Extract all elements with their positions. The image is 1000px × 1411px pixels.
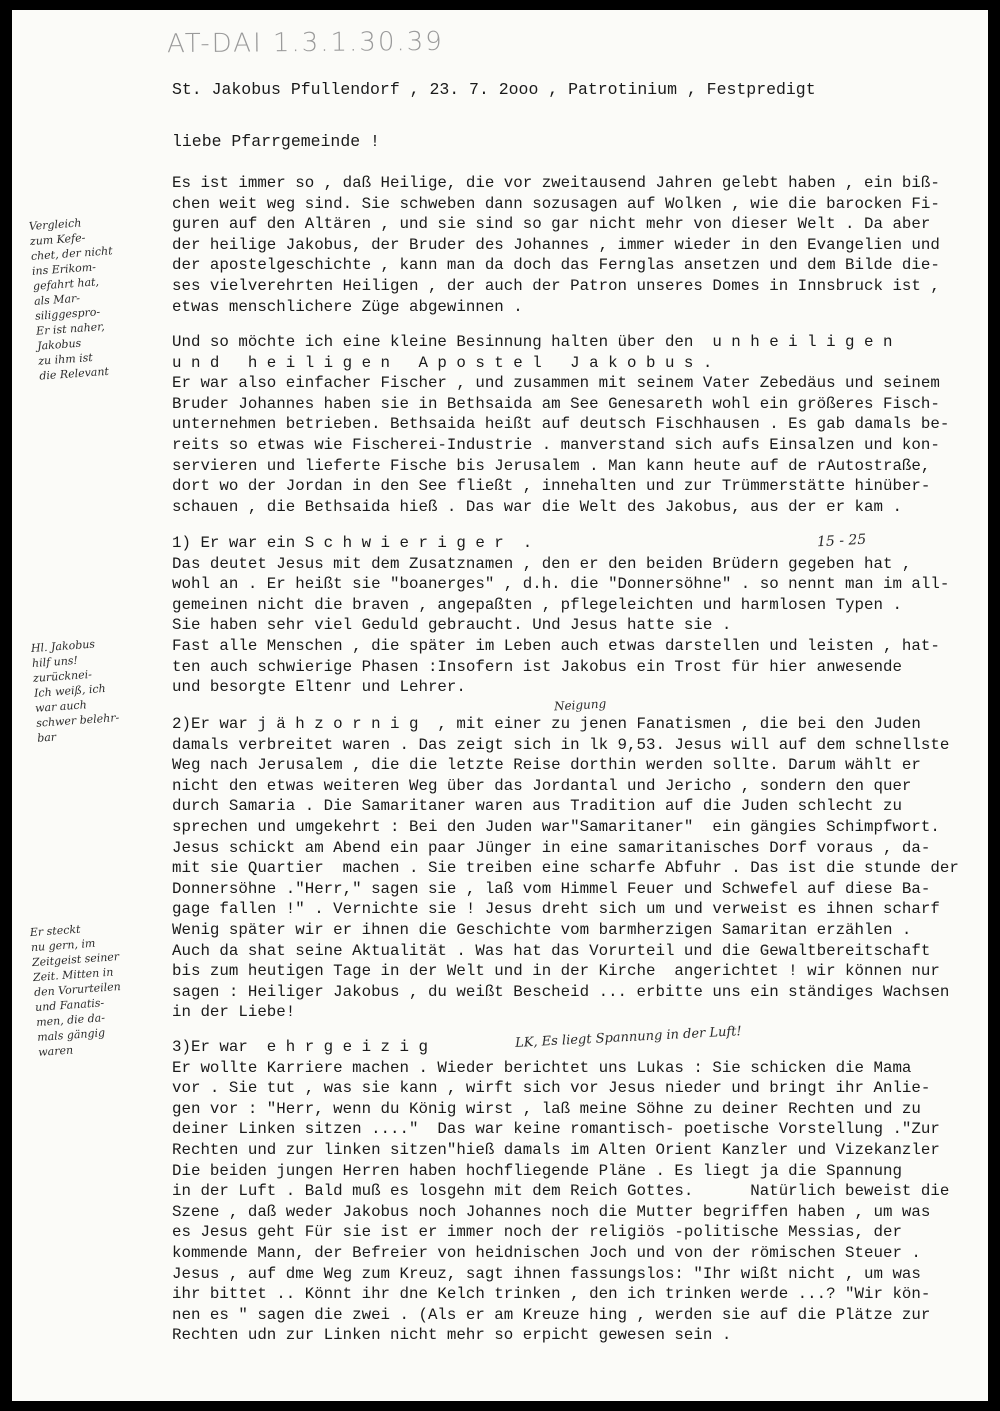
- document-header: St. Jakobus Pfullendorf , 23. 7. 2ooo , Patrotinium , Festpredigt: [172, 80, 816, 99]
- margin-note-comparison: Vergleich zum Kefe- chet, der nicht ins Erikom- gefahrt hat, als Mar- siliggespro- Er ist naher, Jakobus zu ihm ist die Relevant: [28, 216, 113, 383]
- archive-signature: AT-DAI 1.3.1.30.39: [166, 26, 444, 60]
- paragraph-intro: Es ist immer so , daß Heilige, die vor zweitausend Jahren gelebt haben , ein biß- chen weit weg sind. Sie schweben dann sozusagen auf Wolken , wie die barocken Fi- guren auf den Altären , und sie sind so gar nicht mehr von dieser Welt . Da aber der heilige Jakobus, der Bruder des Johannes , immer wieder in den Evangelien und der apostelgeschichte , kann man da doch das Fernglas ansetzen und dem Bilde die- ses vielverehrten Heiligen , der auch der Patron unseres Domes in Innsbruck ist , etwas menschlichere Züge abgewinnen .: [172, 174, 940, 316]
- handwritten-note-neigung: Neigung: [553, 696, 607, 714]
- handwritten-note-lk: LK, Es liegt Spannung in der Luft!: [514, 1024, 743, 1051]
- salutation: liebe Pfarrgemeinde !: [172, 132, 380, 151]
- document-page: [12, 10, 988, 1401]
- paragraph-ambitious: 3)Er war e h r g e i z i g Er wollte Karriere machen . Wieder berichtet uns Lukas : Sie schicken die Mama vor . Sie tut , was sie kann , wirft sich vor Jesus nieder und bringt ihr Anlie- gen vor : "Herr, wenn du König wirst , laß meine Söhne zu deiner Rechten und zu deiner Linken sitzen ...." Das war keine romantisch- poetische Vorstellung ."Zur Rechten und zur linken sitzen"hieß damals im Alten Orient Kanzler und Vizekanzler Die beiden jungen Herren haben hochfliegende Pläne . Es liegt ja die Spannung in der Luft . Bald muß es losgehn mit dem Reich Gottes. Natürlich beweist die Szene , daß weder Jakobus noch Johannes noch die Mutter begriffen haben , um was es Jesus geht Für sie ist er immer noch der religiös -politische Messias, der kommende Mann, der Befreier von heidnischen Joch und von der römischen Steuer . Jesus , auf dme Weg zum Kreuz, sagt ihnen fassungslos: "Ihr wißt nicht , um was ihr bittet .. Könnt ihr dne Kelch trinken , den ich trinken werde ...? "Wir kön- nen es " sagen die zwei . (Als er am Kreuze hing , werden sie auf die Plätze zur Rechten udn zur Linken nicht mehr so erpicht gewesen sein .: [172, 1038, 950, 1345]
- paragraph-hottempered: 2)Er war j ä h z o r n i g , mit einer zu jenen Fanatismen , die bei den Juden damals verbreitet waren . Das zeigt sich in lk 9,53. Jesus will auf dem schnellste Weg nach Jerusalem , die die letzte Reise dorthin werden sollte. Darum wählt er nicht den etwas weiteren Weg über das Jordantal und Jericho , sondern den quer durch Samaria . Die Samaritaner waren aus Tradition auf die Juden schlecht zu sprechen und umgekehrt : Bei den Juden war"Samaritaner" ein gängies Schimpfwort. Jesus schickt am Abend ein paar Jünger in eine samaritanisches Dorf voraus , da- mit sie Quartier machen . Sie treiben eine scharfe Abfuhr . Das ist die stunde der Donnersöhne ."Herr," sagen sie , laß vom Himmel Feuer und Schwefel auf diese Ba- gage fallen !" . Vernichte sie ! Jesus dreht sich um und verweist es ihnen scharf Wenig später wir er ihnen die Geschichte vom barmherzigen Samaritan erzählen . Auch da shat seine Aktualität . Was hat das Vorurteil und die Gewaltbereitschaft bis zum heutigen Tage in der Welt und in der Kirche angerichtet ! wir können nur sagen : Heiliger Jakobus , du weißt Bescheid ... erbitte uns ein ständiges Wachsen in der Liebe!: [172, 715, 959, 1022]
- handwritten-note-15-25: 15 - 25: [816, 531, 867, 551]
- margin-note-zeitgeist: Er steckt nu gern, im Zeitgeist seiner Zeit. Mitten in den Vorurteilen und Fanatis- men, die da- mals gängig waren: [29, 922, 122, 1059]
- margin-note-help-us: Hl. Jakobus hilf uns! zurücknei- Ich weiß, ich war auch schwer belehr- bar: [30, 637, 120, 745]
- paragraph-difficult: 1) Er war ein S c h w i e r i g e r . Das deutet Jesus mit dem Zusatznamen , den er den beiden Brüdern gegeben hat , wohl an . Er heißt sie "boanerges" , d.h. die "Donnersöhne" . so nennt man im all- gemeinen nicht die braven , angepaßten , pflegeleichten und harmlosen Typen . Sie haben sehr viel Geduld gebraucht. Und Jesus hatte sie . Fast alle Menschen , die später im Leben auch etwas darstellen und leisten , hat- ten auch schwierige Phasen :Insofern ist Jakobus ein Trost für hier anwesende und besorgte Eltenr und Lehrer.: [172, 534, 950, 697]
- paragraph-fisher: Und so möchte ich eine kleine Besinnung halten über den u n h e i l i g e n u n d h e i l i g e n A p o s t e l J a k o b u s . Er war also einfacher Fischer , und zusammen mit seinem Vater Zebedäus und seinem Bruder Johannes haben sie in Bethsaida am See Genesareth wohl ein größeres Fisch- unternehmen betrieben. Bethsaida heißt auf deutsch Fischhausen . Es gab damals be- reits so etwas wie Fischerei-Industrie . manverstand sich aufs Einsalzen und kon- servieren und lieferte Fische bis Jerusalem . Man kann heute auf de rAutostraße, dort wo der Jordan in den See fließt , innehalten und zur Trümmerstätte hinüber- schauen , die Bethsaida hieß . Das war die Welt des Jakobus, aus der er kam .: [172, 333, 950, 516]
